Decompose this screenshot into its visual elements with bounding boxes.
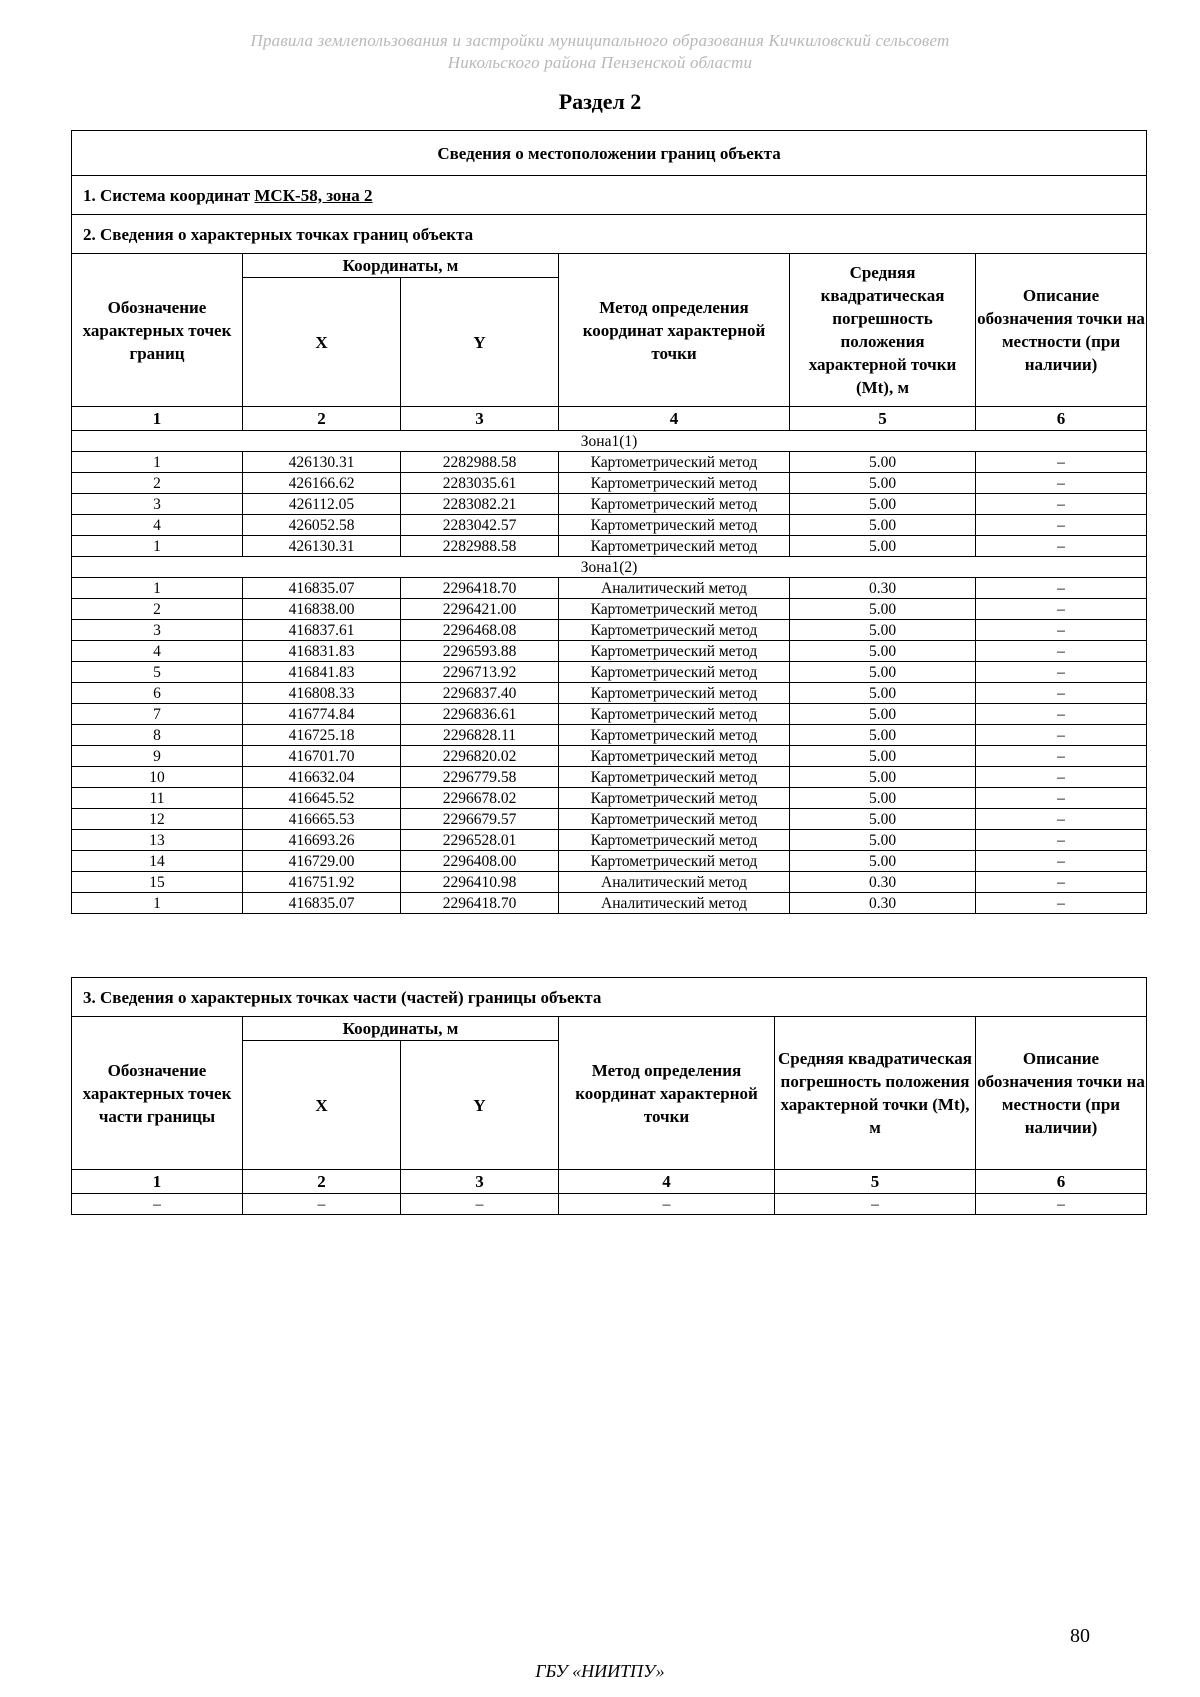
coordinate-system-label: 1. Система координат bbox=[83, 185, 255, 205]
cell-error: 5.00 bbox=[790, 536, 976, 557]
table-row bbox=[72, 830, 1147, 851]
cell-description: – bbox=[976, 872, 1147, 893]
column-numbers-row bbox=[72, 407, 1147, 431]
cell-x: 416665.53 bbox=[243, 809, 401, 830]
cell-description: – bbox=[976, 767, 1147, 788]
column-number: 1 bbox=[72, 1170, 243, 1194]
cell-error: 5.00 bbox=[790, 599, 976, 620]
table-row bbox=[72, 536, 1147, 557]
cell-y: 2296528.01 bbox=[401, 830, 559, 851]
section-title: Раздел 2 bbox=[558, 89, 642, 114]
cell-description: – bbox=[976, 704, 1147, 725]
cell-description: – bbox=[976, 851, 1147, 872]
cell-y: 2296836.61 bbox=[401, 704, 559, 725]
cell-point-id: 11 bbox=[72, 788, 243, 809]
cell-x: 416841.83 bbox=[243, 662, 401, 683]
cell-error: 5.00 bbox=[790, 641, 976, 662]
cell-method: Картометрический метод bbox=[559, 452, 790, 473]
cell-method: Аналитический метод bbox=[559, 893, 790, 914]
header-method: Метод определения координат характерной точки bbox=[559, 254, 790, 407]
table-row bbox=[72, 788, 1147, 809]
table-row bbox=[72, 725, 1147, 746]
cell-method: Картометрический метод bbox=[559, 473, 790, 494]
table-row bbox=[72, 704, 1147, 725]
column-number: 5 bbox=[790, 407, 976, 431]
cell-y: 2296837.40 bbox=[401, 683, 559, 704]
cell-error: 5.00 bbox=[790, 809, 976, 830]
cell-x: 416835.07 bbox=[243, 893, 401, 914]
header-x: X bbox=[243, 278, 401, 407]
cell-description: – bbox=[976, 830, 1147, 851]
cell-method: Картометрический метод bbox=[559, 809, 790, 830]
table-row bbox=[72, 767, 1147, 788]
cell-point-id: 1 bbox=[72, 893, 243, 914]
cell-x: 416701.70 bbox=[243, 746, 401, 767]
cell-point-id: 12 bbox=[72, 809, 243, 830]
column-number: 6 bbox=[976, 407, 1147, 431]
cell-point-id: 5 bbox=[72, 662, 243, 683]
cell-method: Картометрический метод bbox=[559, 746, 790, 767]
cell-error: 5.00 bbox=[790, 620, 976, 641]
table-row bbox=[72, 662, 1147, 683]
column-number: 6 bbox=[976, 1170, 1147, 1194]
cell-method: Картометрический метод bbox=[559, 536, 790, 557]
cell-y: 2282988.58 bbox=[401, 536, 559, 557]
header-description: Описание обозначения точки на местности (при наличии) bbox=[976, 1017, 1147, 1170]
cell-error: 5.00 bbox=[790, 767, 976, 788]
cell-error: 5.00 bbox=[790, 704, 976, 725]
cell-y: 2296679.57 bbox=[401, 809, 559, 830]
cell-y: 2296421.00 bbox=[401, 599, 559, 620]
cell-method: Картометрический метод bbox=[559, 662, 790, 683]
cell-x: 416729.00 bbox=[243, 851, 401, 872]
header-x: X bbox=[243, 1041, 401, 1170]
cell-y: 2296418.70 bbox=[401, 578, 559, 599]
cell-description: – bbox=[976, 578, 1147, 599]
cell-error: 0.30 bbox=[790, 872, 976, 893]
cell-point-id: 8 bbox=[72, 725, 243, 746]
cell-error: 5.00 bbox=[790, 788, 976, 809]
cell-x: 416693.26 bbox=[243, 830, 401, 851]
cell-point-id: 3 bbox=[72, 494, 243, 515]
cell-x: 416751.92 bbox=[243, 872, 401, 893]
table-row bbox=[72, 473, 1147, 494]
cell-description: – bbox=[976, 599, 1147, 620]
cell-point-id: 2 bbox=[72, 473, 243, 494]
cell-description: – bbox=[976, 452, 1147, 473]
cell-y: 2296828.11 bbox=[401, 725, 559, 746]
table-row bbox=[72, 494, 1147, 515]
cell-description: – bbox=[976, 725, 1147, 746]
cell-y: 2283035.61 bbox=[401, 473, 559, 494]
cell-y: – bbox=[401, 1194, 559, 1215]
cell-error: 5.00 bbox=[790, 683, 976, 704]
cell-error: 5.00 bbox=[790, 725, 976, 746]
table-title: Сведения о местоположении границ объекта bbox=[72, 131, 1147, 176]
column-number: 3 bbox=[401, 1170, 559, 1194]
cell-description: – bbox=[976, 536, 1147, 557]
cell-point-id: 1 bbox=[72, 452, 243, 473]
cell-point-id: 14 bbox=[72, 851, 243, 872]
column-number: 3 bbox=[401, 407, 559, 431]
cell-description: – bbox=[976, 662, 1147, 683]
cell-y: 2296408.00 bbox=[401, 851, 559, 872]
header-y: Y bbox=[401, 1041, 559, 1170]
cell-description: – bbox=[976, 788, 1147, 809]
table-row bbox=[72, 746, 1147, 767]
column-number: 2 bbox=[243, 1170, 401, 1194]
running-header-line-1: Правила землепользования и застройки муниципального образования Кичкиловский сельсовет bbox=[250, 31, 950, 50]
cell-description: – bbox=[976, 1194, 1147, 1215]
cell-x: 426112.05 bbox=[243, 494, 401, 515]
coordinate-system bbox=[72, 176, 1147, 215]
cell-point-id: 6 bbox=[72, 683, 243, 704]
cell-y: 2296713.92 bbox=[401, 662, 559, 683]
cell-description: – bbox=[976, 515, 1147, 536]
table-row bbox=[72, 641, 1147, 662]
zone-row bbox=[72, 431, 1147, 452]
cell-x: 426130.31 bbox=[243, 452, 401, 473]
cell-method: Картометрический метод bbox=[559, 851, 790, 872]
boundary-points-table bbox=[71, 130, 1147, 914]
cell-x: 416835.07 bbox=[243, 578, 401, 599]
cell-point-id: 4 bbox=[72, 515, 243, 536]
table-row bbox=[72, 452, 1147, 473]
cell-point-id: 15 bbox=[72, 872, 243, 893]
cell-x: 416838.00 bbox=[243, 599, 401, 620]
cell-method: Картометрический метод bbox=[559, 788, 790, 809]
table-row bbox=[72, 851, 1147, 872]
cell-error: 5.00 bbox=[790, 662, 976, 683]
column-number: 1 bbox=[72, 407, 243, 431]
cell-error: 5.00 bbox=[790, 830, 976, 851]
cell-point-id: 4 bbox=[72, 641, 243, 662]
cell-method: Картометрический метод bbox=[559, 620, 790, 641]
cell-y: 2296468.08 bbox=[401, 620, 559, 641]
document-running-header bbox=[0, 30, 1200, 74]
cell-description: – bbox=[976, 746, 1147, 767]
cell-x: 416808.33 bbox=[243, 683, 401, 704]
zone-label: Зона1(2) bbox=[72, 557, 1147, 578]
cell-method: Картометрический метод bbox=[559, 515, 790, 536]
header-method: Метод определения координат характерной точки bbox=[559, 1017, 775, 1170]
cell-y: 2296820.02 bbox=[401, 746, 559, 767]
column-number: 5 bbox=[775, 1170, 976, 1194]
cell-point-id: 13 bbox=[72, 830, 243, 851]
cell-x: 416831.83 bbox=[243, 641, 401, 662]
cell-x: 426166.62 bbox=[243, 473, 401, 494]
cell-method: Картометрический метод bbox=[559, 725, 790, 746]
column-numbers-row bbox=[72, 1170, 1147, 1194]
table-row bbox=[72, 599, 1147, 620]
cell-point-id: 10 bbox=[72, 767, 243, 788]
header-coordinates: Координаты, м bbox=[243, 254, 559, 278]
header-coordinates: Координаты, м bbox=[243, 1017, 559, 1041]
cell-method: Аналитический метод bbox=[559, 578, 790, 599]
cell-error: 0.30 bbox=[790, 578, 976, 599]
cell-method: Картометрический метод bbox=[559, 641, 790, 662]
cell-error: – bbox=[775, 1194, 976, 1215]
cell-x: 416774.84 bbox=[243, 704, 401, 725]
cell-point-id: 2 bbox=[72, 599, 243, 620]
cell-point-id: 3 bbox=[72, 620, 243, 641]
zone-row bbox=[72, 557, 1147, 578]
table-row bbox=[72, 1194, 1147, 1215]
header-error: Средняя квадратическая погрешность положения характерной точки (Мt), м bbox=[775, 1017, 976, 1170]
boundary-part-points-table bbox=[71, 977, 1147, 1215]
header-y: Y bbox=[401, 278, 559, 407]
cell-point-id: 7 bbox=[72, 704, 243, 725]
cell-y: 2283042.57 bbox=[401, 515, 559, 536]
cell-x: 416632.04 bbox=[243, 767, 401, 788]
cell-y: 2283082.21 bbox=[401, 494, 559, 515]
cell-method: Картометрический метод bbox=[559, 767, 790, 788]
header-error: Средняя квадратическая погрешность положения характерной точки (Мt), м bbox=[790, 254, 976, 407]
cell-error: 0.30 bbox=[790, 893, 976, 914]
table-row bbox=[72, 515, 1147, 536]
cell-x: 416837.61 bbox=[243, 620, 401, 641]
header-designation: Обозначение характерных точек границ bbox=[72, 254, 243, 407]
table-row bbox=[72, 620, 1147, 641]
cell-x: 426130.31 bbox=[243, 536, 401, 557]
coordinate-system-value: МСК-58, зона 2 bbox=[254, 185, 373, 205]
cell-error: 5.00 bbox=[790, 746, 976, 767]
cell-description: – bbox=[976, 620, 1147, 641]
table-row bbox=[72, 872, 1147, 893]
cell-x: – bbox=[243, 1194, 401, 1215]
cell-method: Картометрический метод bbox=[559, 704, 790, 725]
cell-y: 2282988.58 bbox=[401, 452, 559, 473]
cell-description: – bbox=[976, 473, 1147, 494]
cell-y: 2296678.02 bbox=[401, 788, 559, 809]
cell-error: 5.00 bbox=[790, 515, 976, 536]
cell-description: – bbox=[976, 893, 1147, 914]
cell-method: Аналитический метод bbox=[559, 872, 790, 893]
cell-point-id: – bbox=[72, 1194, 243, 1215]
page-number: 80 bbox=[1070, 1625, 1090, 1647]
cell-x: 426052.58 bbox=[243, 515, 401, 536]
cell-description: – bbox=[976, 494, 1147, 515]
column-number: 4 bbox=[559, 407, 790, 431]
table-subtitle: 3. Сведения о характерных точках части (частей) границы объекта bbox=[72, 978, 1147, 1017]
column-number: 2 bbox=[243, 407, 401, 431]
table-row bbox=[72, 683, 1147, 704]
table-subtitle: 2. Сведения о характерных точках границ объекта bbox=[72, 215, 1147, 254]
cell-method: Картометрический метод bbox=[559, 599, 790, 620]
table-row bbox=[72, 893, 1147, 914]
cell-error: 5.00 bbox=[790, 452, 976, 473]
table-row bbox=[72, 809, 1147, 830]
cell-y: 2296779.58 bbox=[401, 767, 559, 788]
footer-organization: ГБУ «НИИТПУ» bbox=[535, 1661, 665, 1681]
cell-point-id: 9 bbox=[72, 746, 243, 767]
cell-point-id: 1 bbox=[72, 578, 243, 599]
cell-method: Картометрический метод bbox=[559, 494, 790, 515]
cell-y: 2296593.88 bbox=[401, 641, 559, 662]
cell-error: 5.00 bbox=[790, 851, 976, 872]
cell-y: 2296418.70 bbox=[401, 893, 559, 914]
cell-point-id: 1 bbox=[72, 536, 243, 557]
running-header-line-2: Никольского района Пензенской области bbox=[447, 53, 753, 72]
column-number: 4 bbox=[559, 1170, 775, 1194]
cell-y: 2296410.98 bbox=[401, 872, 559, 893]
cell-description: – bbox=[976, 641, 1147, 662]
table-row bbox=[72, 578, 1147, 599]
cell-method: Картометрический метод bbox=[559, 683, 790, 704]
cell-x: 416725.18 bbox=[243, 725, 401, 746]
cell-x: 416645.52 bbox=[243, 788, 401, 809]
zone-label: Зона1(1) bbox=[72, 431, 1147, 452]
cell-description: – bbox=[976, 809, 1147, 830]
cell-error: 5.00 bbox=[790, 473, 976, 494]
cell-description: – bbox=[976, 683, 1147, 704]
cell-method: – bbox=[559, 1194, 775, 1215]
cell-method: Картометрический метод bbox=[559, 830, 790, 851]
cell-error: 5.00 bbox=[790, 494, 976, 515]
header-description: Описание обозначения точки на местности (при наличии) bbox=[976, 254, 1147, 407]
header-designation: Обозначение характерных точек части границы bbox=[72, 1017, 243, 1170]
